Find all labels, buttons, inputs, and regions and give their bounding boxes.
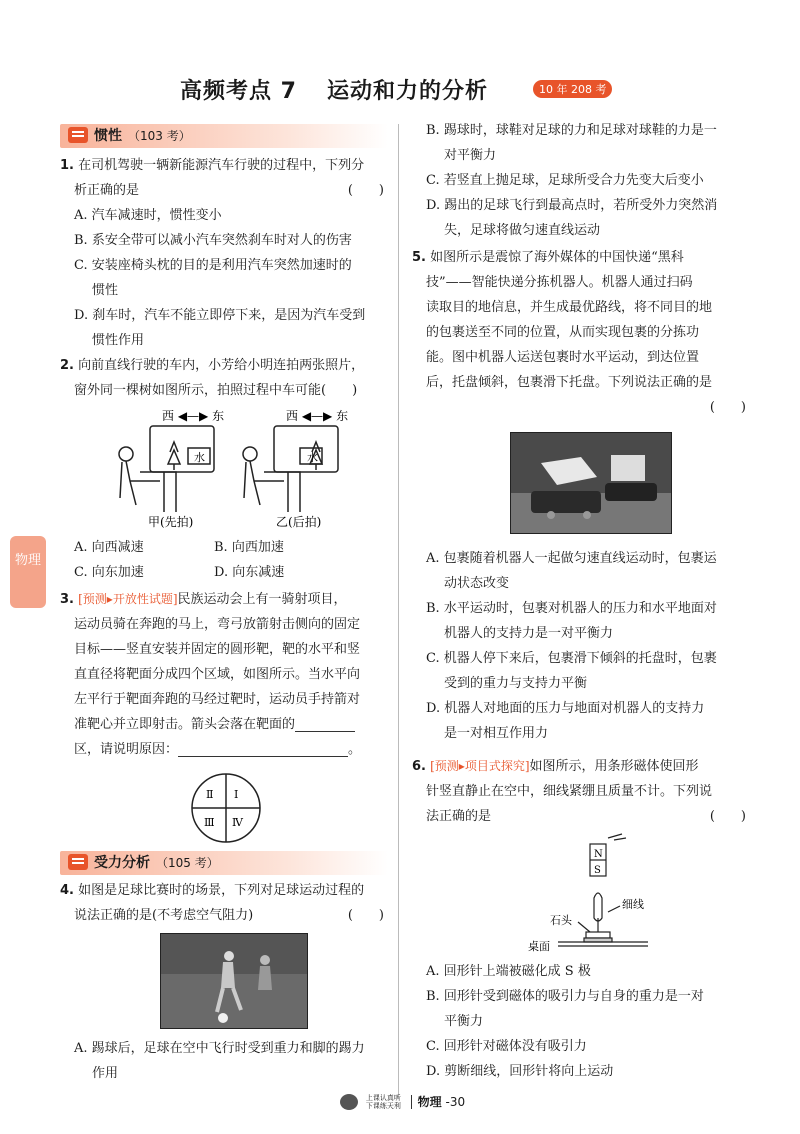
option-b-cont: 对平衡力 xyxy=(444,148,497,163)
section-label: 受力分析 xyxy=(94,855,150,871)
option-c: C. 向东加速 xyxy=(74,565,144,580)
footer-slogan xyxy=(366,1094,401,1110)
question-text: 技”——智能快递分拣机器人。机器人通过扫码 xyxy=(426,275,693,290)
question-4-options-cont xyxy=(412,118,752,243)
question-number: 1. xyxy=(60,158,74,173)
page-footer xyxy=(340,1093,465,1110)
question-number: 6. xyxy=(412,759,426,774)
option-a-cont: 动状态改变 xyxy=(444,576,510,591)
question-number: 4. xyxy=(60,883,74,898)
column-divider xyxy=(398,124,399,1099)
fig-thread-label: 细线 xyxy=(622,898,644,911)
section-count: （105 考） xyxy=(156,856,219,870)
robot-photo-scene xyxy=(511,433,671,533)
question-stem: 向前直线行驶的车内，小芳给小明连拍两张照片， xyxy=(78,358,365,373)
question-text: 读取目的地信息，并生成最优路线，将不同目的地 xyxy=(426,300,713,315)
fig-right-water-label: 水 xyxy=(307,451,318,464)
option-d: D. 机器人对地面的压力与地面对机器人的支持力 xyxy=(426,701,705,716)
option-b: B. 系安全带可以减小汽车突然刹车时对人的伤害 xyxy=(74,233,352,248)
option-d: D. 踢出的足球飞行到最高点时，若所受外力突然消 xyxy=(426,198,718,213)
fig-stone-label: 石头 xyxy=(550,914,572,927)
answer-paren: ( ) xyxy=(347,908,384,923)
option-a: A. 向西减速 xyxy=(74,540,144,555)
title-topic-name: 运动和力的分析 xyxy=(326,79,488,104)
fig-left-water-label: 水 xyxy=(194,451,205,464)
section-header-inertia xyxy=(60,124,388,148)
question-3 xyxy=(60,587,392,762)
target-figure xyxy=(188,770,264,846)
subject-side-tab: 物理 xyxy=(10,536,46,608)
option-b: B. 踢球时，球鞋对足球的力和足球对球鞋的力是一 xyxy=(426,123,717,138)
quadrant-2-label: Ⅱ xyxy=(206,788,214,801)
slogan-line: 下课练天利 xyxy=(365,1102,401,1110)
exam-frequency-badge: 10 年 208 考 xyxy=(533,80,612,98)
question-tag: [预测▸项目式探究] xyxy=(430,759,530,773)
footer-subject: 物理 xyxy=(411,1095,442,1109)
question-4 xyxy=(60,878,390,928)
answer-blank[interactable] xyxy=(178,740,348,757)
option-a: A. 回形针上端被磁化成 S 极 xyxy=(426,964,591,979)
option-d-cont: 惯性作用 xyxy=(92,333,145,348)
option-c-cont: 惯性 xyxy=(92,283,119,298)
section-icon xyxy=(68,127,88,143)
magnet-n-pole: N xyxy=(594,849,603,860)
question-text: 如图所示是震惊了海外媒体的中国快递“黑科 xyxy=(430,250,684,265)
question-text: 后，托盘倾斜，包裹滑下托盘。下列说法正确的是 xyxy=(426,375,713,390)
question-6-options xyxy=(412,959,752,1084)
option-d: D. 剪断细线，回形针将向上运动 xyxy=(426,1064,614,1079)
title-topic-number: 高频考点 7 xyxy=(180,79,297,104)
question-5 xyxy=(412,245,752,420)
question-text: 的包裹送至不同的位置，从而实现包裹的分拣功 xyxy=(426,325,700,340)
answer-paren: ( ) xyxy=(709,400,746,415)
option-d-cont: 失，足球将做匀速直线运动 xyxy=(444,223,601,238)
football-photo-scene xyxy=(161,934,307,1028)
question-text: 区，请说明原因： xyxy=(74,742,179,757)
answer-blank[interactable] xyxy=(295,715,355,732)
brand-logo-icon xyxy=(340,1094,358,1110)
question-text: 左平行于靶面奔跑的马经过靶时，运动员手持箭对 xyxy=(74,692,361,707)
question-text: 准靶心并立即射击。箭头会落在靶面的 xyxy=(74,717,296,732)
question-2 xyxy=(60,353,390,403)
option-d: D. 向东减速 xyxy=(214,565,285,580)
magnet-s-pole: S xyxy=(594,865,601,876)
magnet-paperclip-figure xyxy=(528,832,668,956)
question-number: 2. xyxy=(60,358,74,373)
question-text: 民族运动会上有一骑射项目， xyxy=(177,592,347,607)
question-5-options xyxy=(412,546,752,746)
football-photo xyxy=(160,933,308,1029)
option-c: C. 安装座椅头枕的目的是利用汽车突然加速时的 xyxy=(74,258,352,273)
section-count: （103 考） xyxy=(128,129,191,143)
option-c-cont: 受到的重力与支持力平衡 xyxy=(444,676,588,691)
question-text: 如图所示，用条形磁体使回形 xyxy=(529,759,699,774)
option-c: C. 若竖直上抛足球，足球所受合力先变大后变小 xyxy=(426,173,704,188)
question-6 xyxy=(412,754,752,829)
question-stem: 说法正确的是(不考虑空气阻力) xyxy=(74,908,254,923)
question-1 xyxy=(60,153,390,353)
question-text: 能。图中机器人运送包裹时水平运动，到达位置 xyxy=(426,350,700,365)
option-b-cont: 平衡力 xyxy=(444,1014,484,1029)
section-header-force xyxy=(60,851,388,875)
period: 。 xyxy=(348,742,362,757)
question-4-options-a xyxy=(60,1036,390,1086)
question-stem: 窗外同一棵树如图所示，拍照过程中车可能( ) xyxy=(74,383,358,398)
question-stem: 在司机驾驶一辆新能源汽车行驶的过程中，下列分 xyxy=(78,158,365,173)
option-a: A. 踢球后，足球在空中飞行时受到重力和脚的踢力 xyxy=(74,1041,365,1056)
question-stem: 如图是足球比赛时的场景，下列对足球运动过程的 xyxy=(78,883,365,898)
quadrant-4-label: Ⅳ xyxy=(232,816,243,829)
option-a-cont: 作用 xyxy=(92,1066,119,1081)
option-b: B. 向西加速 xyxy=(214,540,284,555)
fig-left-caption: 甲(先拍) xyxy=(148,515,194,529)
question-text: 法正确的是 xyxy=(426,809,492,824)
option-d-cont: 是一对相互作用力 xyxy=(444,726,549,741)
question-text: 直直径将靶面分成四个区域，如图所示。当水平向 xyxy=(74,667,361,682)
option-b: B. 回形针受到磁体的吸引力与自身的重力是一对 xyxy=(426,989,704,1004)
quadrant-3-label: Ⅲ xyxy=(204,816,215,829)
fig-left-direction: 西 ◀—▶ 东 xyxy=(162,409,225,423)
question-text: 目标——竖直安装并固定的圆形靶，靶的水平和竖 xyxy=(74,642,361,657)
fig-desk-label: 桌面 xyxy=(528,940,550,953)
option-a: A. 汽车减速时，惯性变小 xyxy=(74,208,222,223)
robot-photo xyxy=(510,432,672,534)
car-window-figure xyxy=(110,404,350,529)
fig-right-direction: 西 ◀—▶ 东 xyxy=(286,409,349,423)
quadrant-1-label: Ⅰ xyxy=(234,788,239,801)
question-tag: [预测▸开放性试题] xyxy=(78,592,178,606)
option-b-cont: 机器人的支持力是一对平衡力 xyxy=(444,626,614,641)
question-text: 针竖直静止在空中，细线紧绷且质量不计。下列说 xyxy=(426,784,713,799)
section-icon xyxy=(68,854,88,870)
page-number: -30 xyxy=(445,1095,466,1109)
question-2-options xyxy=(74,535,374,585)
question-text: 运动员骑在奔跑的马上，弯弓放箭射击侧向的固定 xyxy=(74,617,361,632)
slogan-line: 上课认真听 xyxy=(365,1094,401,1102)
option-c: C. 回形针对磁体没有吸引力 xyxy=(426,1039,587,1054)
option-a: A. 包裹随着机器人一起做匀速直线运动时，包裹运 xyxy=(426,551,717,566)
question-number: 5. xyxy=(412,250,426,265)
option-b: B. 水平运动时，包裹对机器人的压力和水平地面对 xyxy=(426,601,717,616)
answer-paren: ( ) xyxy=(347,183,384,198)
section-label: 惯性 xyxy=(94,128,122,144)
answer-paren: ( ) xyxy=(709,809,746,824)
question-number: 3. xyxy=(60,592,74,607)
option-d: D. 刹车时，汽车不能立即停下来，是因为汽车受到 xyxy=(74,308,366,323)
fig-right-caption: 乙(后拍) xyxy=(276,515,322,529)
question-stem: 析正确的是 xyxy=(74,183,140,198)
option-c: C. 机器人停下来后，包裹滑下倾斜的托盘时，包裹 xyxy=(426,651,717,666)
